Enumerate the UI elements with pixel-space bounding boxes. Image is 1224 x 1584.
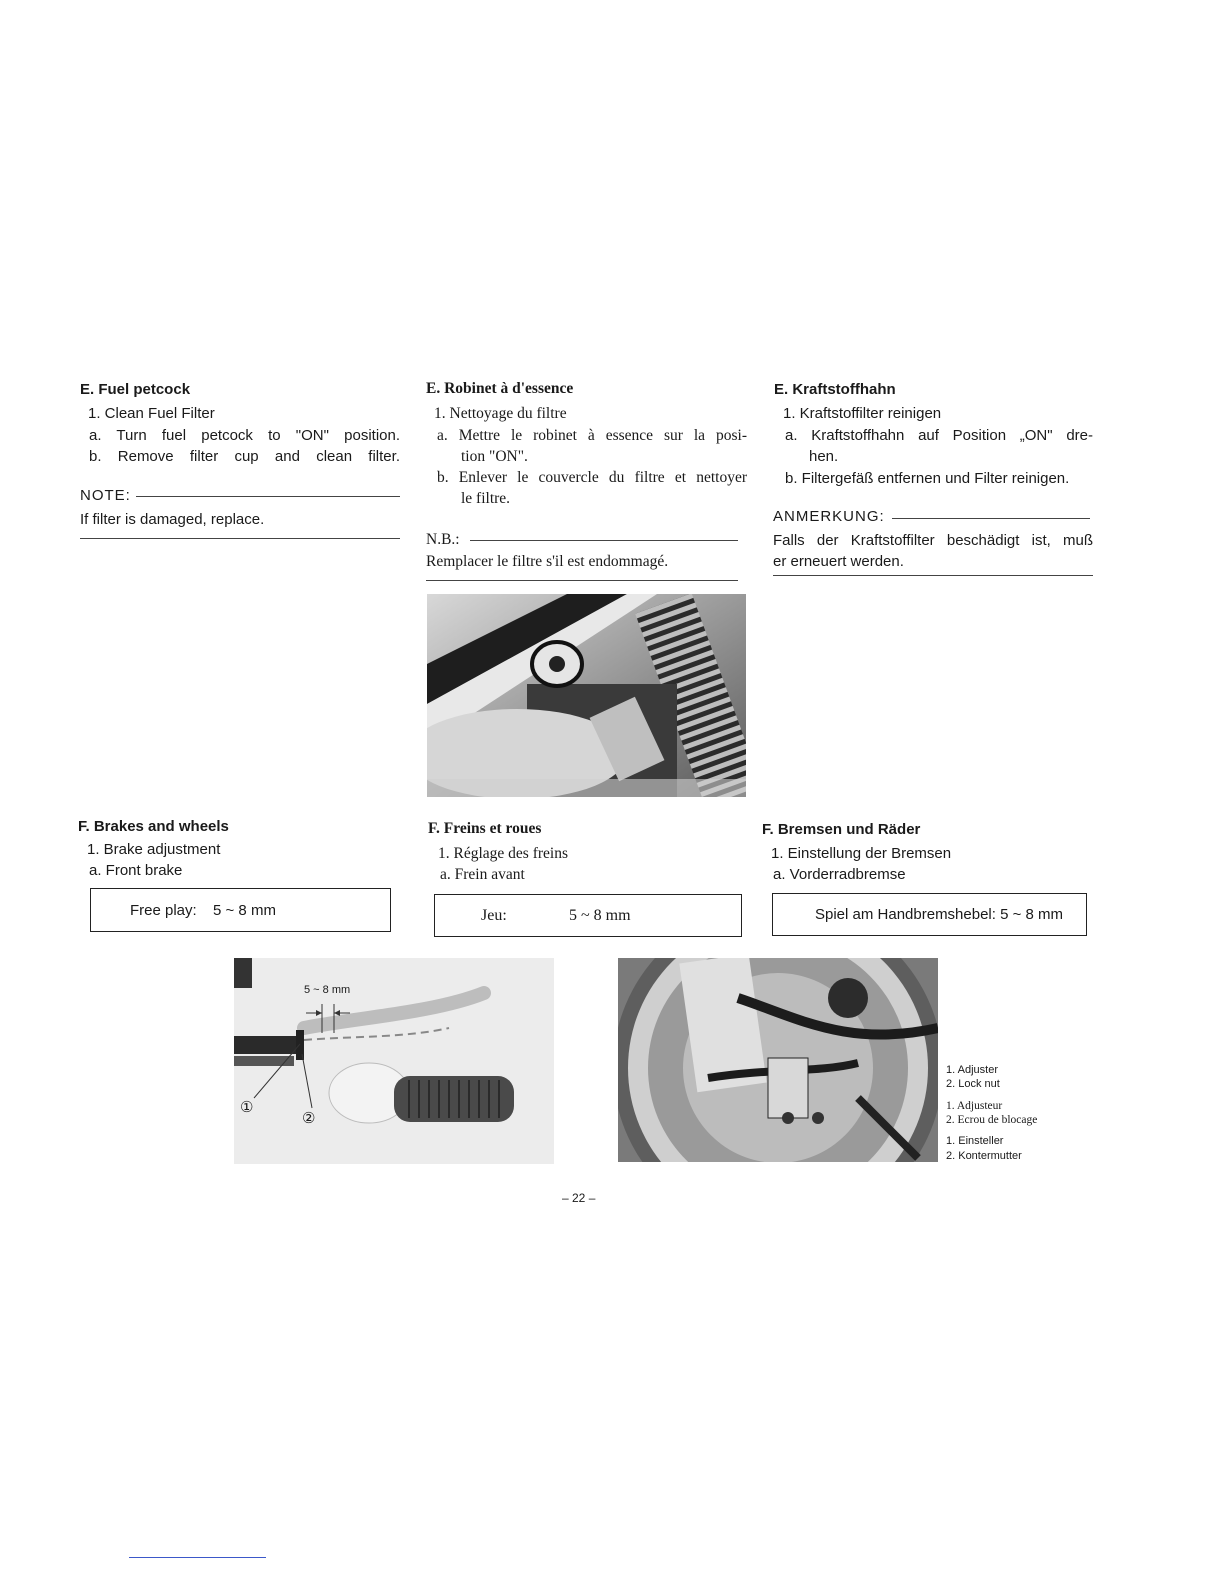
fr-step-frein-avant: a. Frein avant [440,866,525,883]
fr-jeu-value: 5 ~ 8 mm [569,907,631,924]
brake-drum-photo [618,958,938,1162]
fr-step-mettre-line1: a. Mettre le robinet à essence sur la posi- [437,427,747,444]
brake-lever-photo [234,958,554,1164]
en-brakes-heading: F. Brakes and wheels [78,818,229,835]
footer-rule [129,1557,266,1558]
legend-en-adjuster: 1. Adjuster [946,1064,998,1076]
en-step-clean-filter: 1. Clean Fuel Filter [88,405,215,422]
de-bremsen-heading: F. Bremsen und Räder [762,821,921,838]
en-note-rule [136,496,400,497]
de-step-drehen-line1: a. Kraftstoffhahn auf Position „ON" dre- [785,427,1093,444]
de-spiel-box [772,893,1087,936]
fr-note-rule [470,540,738,541]
en-free-play-value: 5 ~ 8 mm [213,902,276,919]
fr-note-end-rule [426,580,738,581]
fr-note-label: N.B.: [426,531,460,548]
de-step-einstellung: 1. Einstellung der Bremsen [771,845,952,862]
de-spiel-text: Spiel am Handbremshebel: 5 ~ 8 mm [815,906,1064,923]
fr-step-enlever-line2: le filtre. [461,490,511,507]
fr-note-text: Remplacer le filtre s'il est endommagé. [426,553,669,570]
legend-fr-adjusteur: 1. Adjusteur [946,1100,1003,1112]
de-step-reinigen: 1. Kraftstoffilter reinigen [783,405,942,422]
legend-de-einsteller: 1. Einsteller [946,1135,1004,1147]
en-step-remove-cup: b. Remove filter cup and clean filter. [89,448,400,465]
fr-robinet-heading: E. Robinet à d'essence [426,380,574,397]
legend-fr-ecrou: 2. Ecrou de blocage [946,1114,1038,1126]
fr-step-enlever-line1: b. Enlever le couvercle du filtre et nettoyer [437,469,747,486]
en-step-turn-petcock: a. Turn fuel petcock to "ON" position. [89,427,400,444]
de-note-label: ANMERKUNG: [773,508,885,525]
de-step-vorderradbremse: a. Vorderradbremse [773,866,906,883]
fr-jeu-label: Jeu: [481,907,507,924]
en-note-label: NOTE: [80,487,131,504]
en-step-front-brake: a. Front brake [89,862,183,879]
legend-de-kontermutter: 2. Kontermutter [946,1150,1022,1162]
de-note-rule [892,518,1090,519]
de-note-end-rule [773,575,1093,576]
en-free-play-label: Free play: [130,902,197,919]
callout-lock-nut: ② [302,1110,316,1127]
legend-en-lock-nut: 2. Lock nut [946,1078,1000,1090]
en-fuel-petcock-heading: E. Fuel petcock [80,381,191,398]
de-kraftstoffhahn-heading: E. Kraftstoffhahn [774,381,896,398]
en-note-end-rule [80,538,400,539]
fr-step-mettre-line2: tion "ON". [461,448,528,465]
free-play-dimension-label: 5 ~ 8 mm [304,984,351,996]
de-note-text-line2: er erneuert werden. [773,553,904,570]
en-note-text: If filter is damaged, replace. [80,511,265,528]
fr-freins-heading: F. Freins et roues [428,820,542,837]
en-step-brake-adjustment: 1. Brake adjustment [87,841,221,858]
fr-jeu-box [434,894,742,937]
en-free-play-box [90,888,391,932]
de-step-filtergefass: b. Filtergefäß entfernen und Filter reinigen. [785,470,1070,487]
fr-step-nettoyage: 1. Nettoyage du filtre [434,405,567,422]
callout-adjuster: ① [240,1099,254,1116]
page-number: – 22 – [562,1191,596,1205]
de-step-drehen-line2: hen. [809,448,839,465]
fuel-petcock-photo [427,594,746,797]
de-note-text-line1: Falls der Kraftstoffilter beschädigt ist, muß [773,532,1093,549]
fr-step-reglage: 1. Réglage des freins [438,845,568,862]
